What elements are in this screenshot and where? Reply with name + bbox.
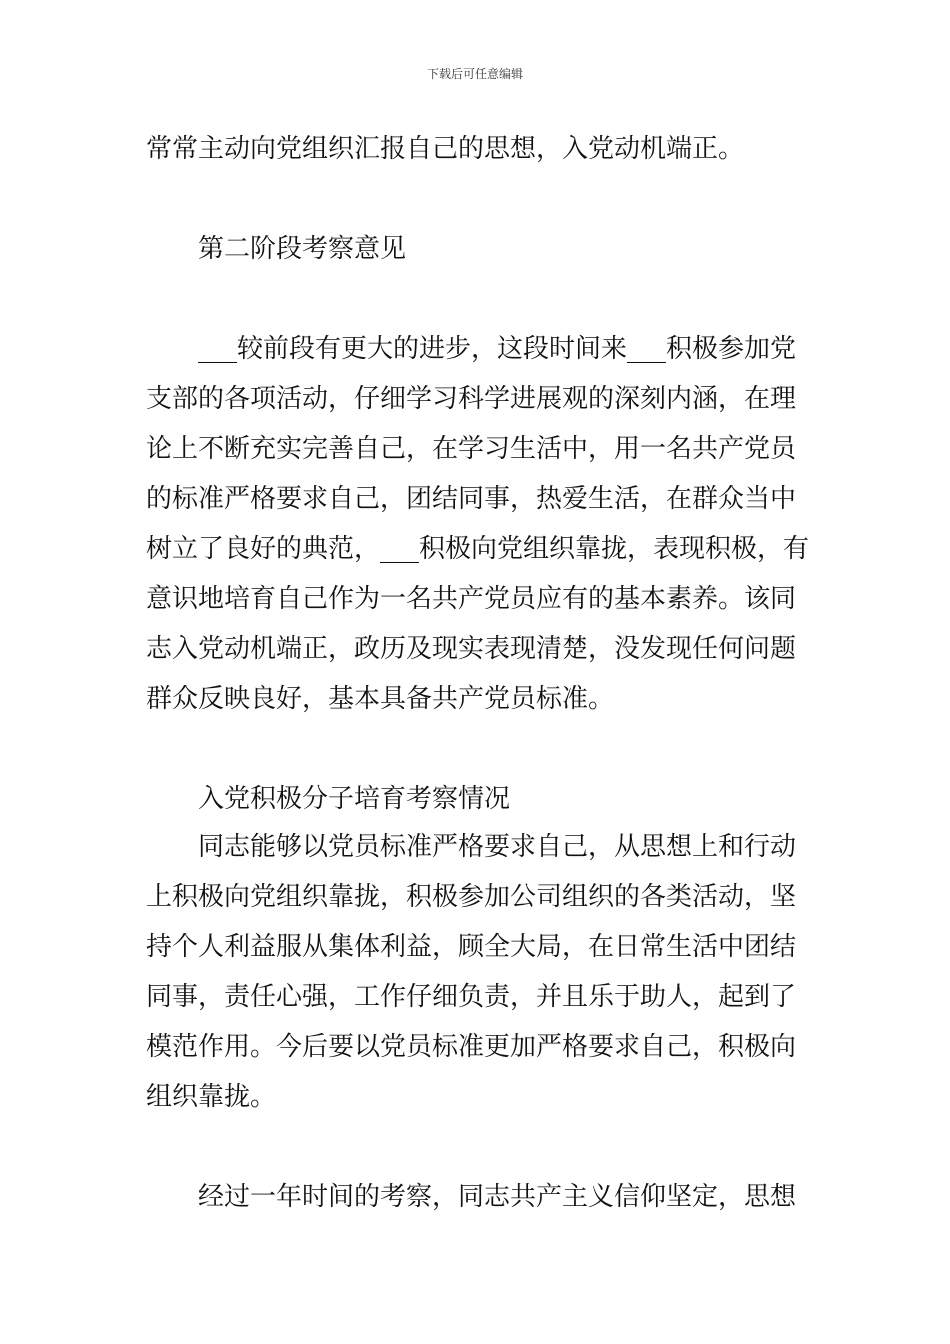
body-line: 树立了良好的典范，___积极向党组织靠拢，表现积极，有 bbox=[146, 534, 810, 564]
page-header: 下载后可任意编辑 bbox=[426, 67, 523, 81]
body-line: 组织靠拢。 bbox=[146, 1082, 277, 1112]
body-line: 志入党动机端正，政历及现实表现清楚，没发现任何问题 bbox=[146, 634, 797, 664]
body-line: 持个人利益服从集体利益，顾全大局，在日常生活中团结 bbox=[146, 932, 797, 962]
section-heading: 第二阶段考察意见 bbox=[198, 234, 407, 264]
body-line: 经过一年时间的考察，同志共产主义信仰坚定，思想 bbox=[198, 1182, 797, 1212]
body-line: 意识地培育自己作为一名共产党员应有的基本素养。该同 bbox=[146, 584, 797, 614]
body-line: 同事，责任心强，工作仔细负责，并且乐于助人，起到了 bbox=[146, 982, 797, 1012]
body-line: 常常主动向党组织汇报自己的思想，入党动机端正。 bbox=[146, 134, 745, 164]
body-line: ___较前段有更大的进步，这段时间来___积极参加党 bbox=[198, 334, 797, 364]
body-line: 模范作用。今后要以党员标准更加严格要求自己，积极向 bbox=[146, 1032, 797, 1062]
section-heading: 入党积极分子培育考察情况 bbox=[198, 784, 511, 814]
body-line: 论上不断充实完善自己，在学习生活中，用一名共产党员 bbox=[146, 434, 797, 464]
body-line: 上积极向党组织靠拢，积极参加公司组织的各类活动，坚 bbox=[146, 882, 797, 912]
body-line: 支部的各项活动，仔细学习科学进展观的深刻内涵，在理 bbox=[146, 384, 797, 414]
body-line: 同志能够以党员标准严格要求自己，从思想上和行动 bbox=[198, 832, 797, 862]
body-line: 的标准严格要求自己，团结同事，热爱生活，在群众当中 bbox=[146, 484, 797, 514]
body-line: 群众反映良好，基本具备共产党员标准。 bbox=[146, 684, 615, 714]
